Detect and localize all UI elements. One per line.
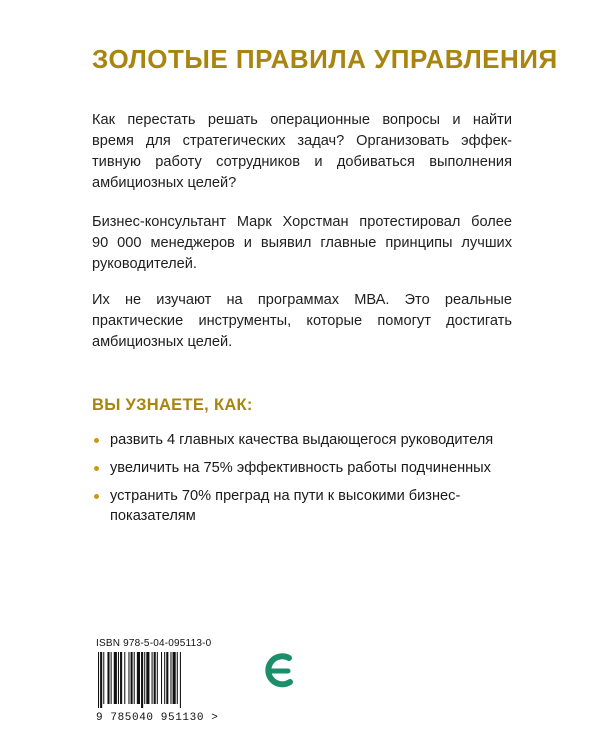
paragraph-intro bbox=[92, 110, 512, 194]
paragraph-line: 90 000 менеджеров и выявил главные принципы лучших bbox=[92, 235, 512, 251]
barcode-digits: 9 785040 951130 > bbox=[96, 712, 219, 724]
paragraph-line: тивную работу сотрудников и добиваться выполнения bbox=[92, 154, 512, 170]
bullet-text: увеличить на 75% эффективность работы подчиненных bbox=[110, 460, 491, 476]
bullet-list bbox=[92, 430, 512, 534]
paragraph-tools bbox=[92, 290, 512, 353]
list-item bbox=[92, 430, 512, 450]
learn-heading: ВЫ УЗНАЕТЕ, КАК: bbox=[92, 396, 253, 414]
paragraph-line: время для стратегических задач? Организовать эффек- bbox=[92, 133, 512, 149]
barcode-icon bbox=[96, 652, 246, 708]
bullet-text: устранить 70% преград на пути к высокими бизнес- bbox=[110, 488, 461, 504]
bullet-dot-icon bbox=[94, 494, 99, 499]
list-item bbox=[92, 486, 512, 526]
bullet-dot-icon bbox=[94, 466, 99, 471]
bullet-text: развить 4 главных качества выдающегося руководителя bbox=[110, 432, 494, 448]
paragraph-line: практические инструменты, которые помогут достигать bbox=[92, 313, 512, 329]
paragraph-line: Бизнес-консультант Марк Хорстман протестировал более bbox=[92, 214, 512, 230]
paragraph-line: Их не изучают на программах МВА. Это реальные bbox=[92, 292, 512, 308]
paragraph-line: Как перестать решать операционные вопросы и найти bbox=[92, 112, 512, 128]
paragraph-author bbox=[92, 212, 512, 275]
paragraph-line: амбициозных целей? bbox=[92, 175, 237, 191]
list-item bbox=[92, 458, 512, 478]
page-title: ЗОЛОТЫЕ ПРАВИЛА УПРАВЛЕНИЯ bbox=[92, 44, 558, 74]
paragraph-line: руководителей. bbox=[92, 256, 197, 272]
bullet-text: показателям bbox=[110, 508, 196, 524]
bullet-dot-icon bbox=[94, 438, 99, 443]
paragraph-line: амбициозных целей. bbox=[92, 334, 233, 350]
isbn-text: ISBN 978-5-04-095113-0 bbox=[96, 638, 212, 649]
eksmo-logo-icon bbox=[262, 650, 296, 694]
